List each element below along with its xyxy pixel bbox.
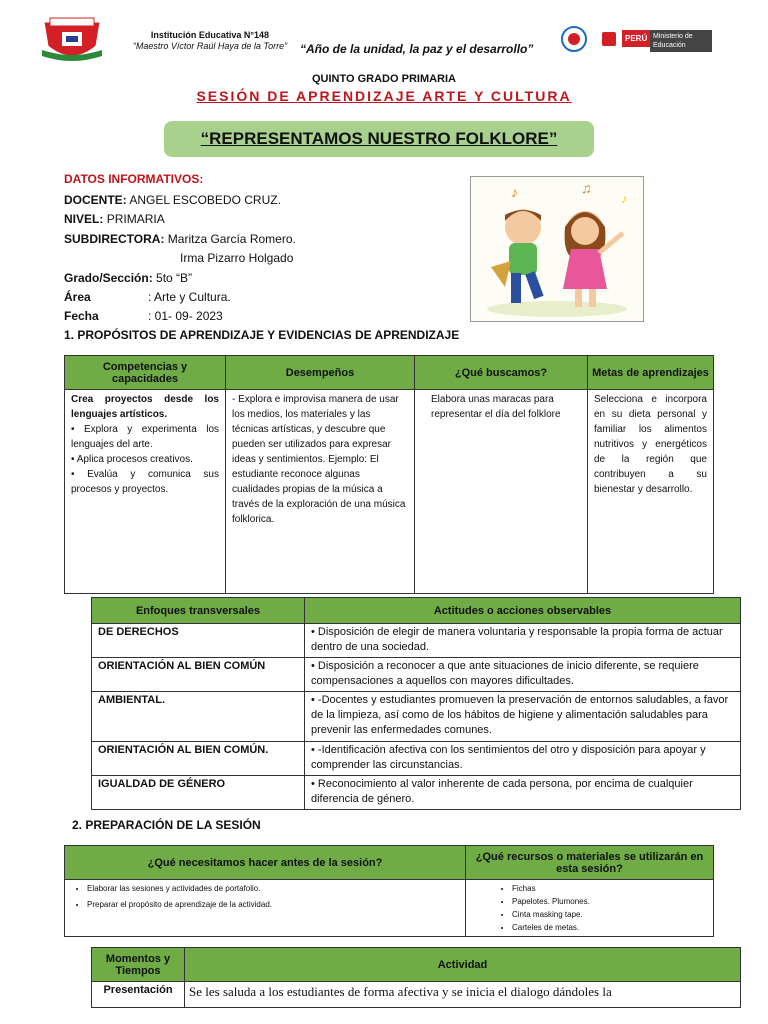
peru-shield-icon — [602, 32, 616, 46]
col-performance: Desempeños — [226, 356, 415, 390]
subdirector-line: SUBDIRECTORA: Maritza García Romero. — [64, 232, 296, 246]
lesson-title: “REPRESENTAMOS NUESTRO FOLKLORE” — [164, 121, 594, 157]
table-row: ORIENTACIÓN AL BIEN COMÚN • Disposición a reconocer a que ante situaciones de inicio diferente, se requiere compensaciones a aquellos con mayores dificultades. — [92, 658, 741, 692]
section-2-heading: 2. PREPARACIÓN DE LA SESIÓN — [72, 818, 261, 832]
col-targets: Metas de aprendizajes — [588, 356, 714, 390]
teacher-line: DOCENTE: ANGEL ESCOBEDO CRUZ. — [64, 193, 281, 207]
education-badge-icon — [556, 26, 596, 52]
competence-cell: Crea proyectos desde los lenguajes artísticos. • Explora y experimenta los lenguajes del arte. • Aplica procesos creativos. • Evalúa y comunica sus procesos y proyectos. — [65, 390, 226, 594]
svg-text:♪: ♪ — [621, 192, 627, 206]
goal-cell: Elabora unas maracas para representar el día del folklore — [415, 390, 588, 594]
session-title: SESIÓN DE APRENDIZAJE ARTE Y CULTURA — [196, 88, 572, 104]
col-goal: ¿Qué buscamos? — [415, 356, 588, 390]
children-music-illustration — [470, 176, 644, 322]
level-line: NIVEL: PRIMARIA — [64, 212, 165, 226]
col-actions: Actitudes o acciones observables — [305, 598, 741, 624]
table-row: ORIENTACIÓN AL BIEN COMÚN. • -Identificación afectiva con los sentimientos del otro y disposición para apoyar y comprender las circunstancias. — [92, 742, 741, 776]
col-approach: Enfoques transversales — [92, 598, 305, 624]
purpose-table — [64, 355, 714, 594]
activity-cell: Se les saluda a los estudiantes de forma afectiva y se inicia el dialogo dándoles la — [185, 982, 741, 1008]
resources-cell: • Fichas • Papelotes. Plumones. • Cinta masking tape. • Carteles de metas. — [466, 880, 714, 937]
target-cell: Selecciona e incorpora en su dieta personal y familiar los alimentos nutritivos y energéticos de la región que contribuyen a su bienestar y desarrollo. — [588, 390, 714, 594]
ministry-logo — [556, 26, 706, 52]
col-moments: Momentos y Tiempos — [92, 948, 185, 982]
ministry-label: Ministerio de Educación — [650, 30, 712, 52]
before-session-cell: • Elaborar las sesiones y actividades de portafolio. • Preparar el propósito de aprendizaje de la actividad. — [65, 880, 466, 937]
svg-text:♪: ♪ — [511, 184, 518, 200]
school-shield-logo — [40, 16, 104, 66]
subdirector-line-2: Irma Pizarro Holgado — [180, 251, 294, 265]
moments-table — [91, 947, 741, 1008]
preparation-table — [64, 845, 714, 937]
grade-level: QUINTO GRADO PRIMARIA — [311, 73, 457, 85]
grade-section-line: Grado/Sección: 5to “B” — [64, 271, 193, 285]
approach-table — [91, 597, 741, 810]
section-1-heading: 1. PROPÓSITOS DE APRENDIZAJE Y EVIDENCIAS DE APRENDIZAJE — [64, 328, 460, 342]
table-row: DE DERECHOS • Disposición de elegir de manera voluntaria y responsable la propia forma de actuar dentro de una sociedad. — [92, 624, 741, 658]
col-activity: Actividad — [185, 948, 741, 982]
year-motto: “Año de la unidad, la paz y el desarrollo” — [300, 42, 534, 56]
svg-text:♫: ♫ — [581, 180, 592, 196]
col-competencies: Competencias y capacidades — [65, 356, 226, 390]
info-heading: DATOS INFORMATIVOS: — [64, 172, 204, 186]
col-resources: ¿Qué recursos o materiales se utilizarán en esta sesión? — [466, 846, 714, 880]
institution-name: Institución Educativa N°148 “Maestro Víctor Raúl Haya de la Torre” — [132, 30, 288, 51]
col-before-session: ¿Qué necesitamos hacer antes de la sesión? — [65, 846, 466, 880]
performance-cell: - Explora e improvisa manera de usar los medios, los materiales y las técnicas artísticas, y descubre que pueden ser utilizados para expresar ideas y sentimientos. Ejemplo: El estudiante reconoce algunas cualidades propias de la música a través de la exploración de una música folklorica. — [226, 390, 415, 594]
area-line: Área : Arte y Cultura. — [64, 290, 231, 304]
peru-label: PERÚ — [622, 30, 650, 47]
date-line: Fecha : 01- 09- 2023 — [64, 309, 223, 323]
table-row: IGUALDAD DE GÉNERO • Reconocimiento al valor inherente de cada persona, por encima de cualquier diferencia de género. — [92, 776, 741, 810]
moment-cell: Presentación — [92, 982, 185, 1008]
table-row: AMBIENTAL. • -Docentes y estudiantes promueven la preservación de entornos saludables, a favor de la limpieza, así como de los hábitos de higiene y alimentación saludables para prevenir las enfermedades comunes. — [92, 692, 741, 742]
